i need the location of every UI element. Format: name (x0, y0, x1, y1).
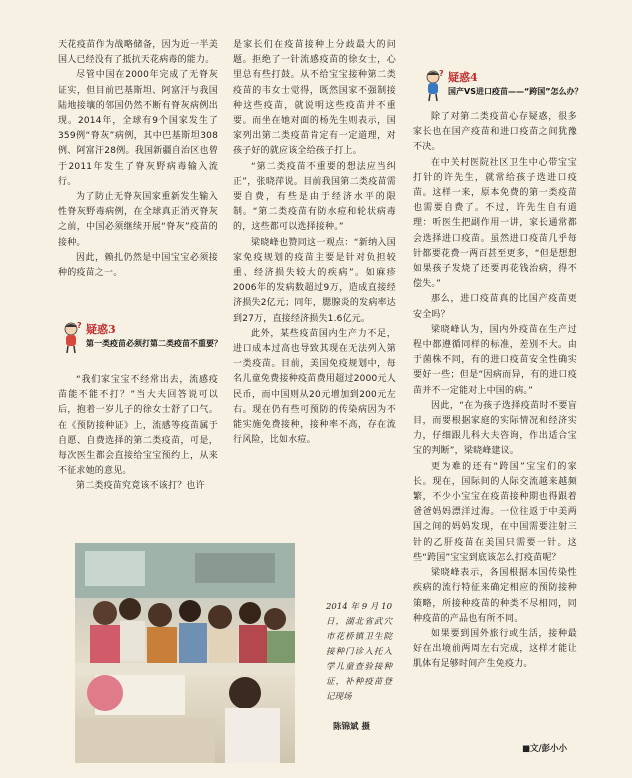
paragraph: 第二类疫苗究竟该不该打？也许 (76, 481, 205, 492)
news-photo (75, 543, 295, 763)
paragraph: 尽管中国在2000年完成了无脊灰证实，但目前巴基斯坦、阿富汗与我国陆地接壤的邻国仍然不断有脊灰病例出现。2014年，全球有9个国家发生了359例“脊灰”病例，其中巴基斯坦308例、阿富汗28例。我国新疆自治区也曾于2011年发生了脊灰野病毒输入流行。 (58, 70, 218, 187)
question-title: 国产VS进口疫苗——“跨国”怎么办？ (448, 87, 583, 96)
paragraph: 因此，赖扎仍然是中国宝宝必须接种的疫苗之一。 (58, 252, 218, 279)
paragraph: “第二类疫苗不重要的想法应当纠正”，张晓萍说。目前我国第二类疫苗需要自费，有些是由于经济水平的限制。“第二类疫苗有防水痘和轮状病毒的，这些都可以选择接种。” (233, 161, 396, 233)
question-label: 疑惑4 (448, 71, 478, 84)
paragraph: 如果要到国外旅行或生活，接种最好在出境前两周左右完成，这样才能让肌体有足够时间产生免疫力。 (413, 628, 577, 670)
paragraph: “我们家宝宝不经常出去，流感疫苗能不能不打？”当大夫回答说可以后，抱着一岁儿子的徐女士舒了口气。在《预防接种证》上，流感等疫苗属于自愿、自费选择的第二类疫苗，可是，每次医生都会直接给宝宝预约上，从来不征求她的意见。 (58, 375, 218, 477)
paragraph: 因此，“在为孩子选择疫苗时不要盲目，而要根据家庭的实际情况和经济实力，仔细跟儿科大夫咨询，作出适合宝宝的判断”，梁晓峰建议。 (413, 400, 577, 457)
paragraph: 更为难的还有“跨国”宝宝们的家长。现在，国际间的人际交流越来越频繁，不少小宝宝在疫苗接种期也得跟着爸爸妈妈漂洋过海。一位往返于中美两国之间的妈妈发现，在中国需要注射三针的乙肝疫苗在美国只需要一针。这些“跨国”宝宝到底该怎么打疫苗呢？ (413, 461, 577, 563)
text-column-middle (233, 38, 396, 448)
paragraph: 那么，进口疫苗真的比国产疫苗更安全吗？ (413, 294, 577, 320)
paragraph: 在中关村医院社区卫生中心带宝宝打针的许先生，就常给孩子选进口疫苗。这样一来，原本免费的第一类疫苗也需要自费了。不过，许先生自有道理：听医生把副作用一讲，家长通常都会选择进口疫苗。虽然进口疫苗几乎每针都要花费一两百甚至更多，“但是想想如果孩子发烧了还要再花钱治病，得不偿失。” (413, 157, 577, 290)
question-title: 第一类疫苗必须打第二类疫苗不重要？ (86, 339, 222, 348)
author-byline: ■文/彭小小 (522, 744, 568, 754)
text-column-right (413, 110, 577, 673)
paragraph: 梁晓峰表示，各国根据本国传染性疾病的流行特征来确定相应的预防接种策略，所接种疫苗的种类不尽相同，同种疫苗的产品也有所不同。 (413, 568, 577, 624)
paragraph: 此外，某些疫苗国内生产力不足，进口成本过高也导致其现在无法列入第一类疫苗。目前，美国免疫规划中，每名儿童免费接种疫苗费用超过2000元人民币，而中国则从20元增加到200元左右。现在仍有些可预防的传染病因为不能实施免费接种，接种率不高，存在流行风险，比如水痘。 (233, 328, 396, 446)
cartoon-figure-icon (420, 68, 446, 102)
paragraph: 为了防止无脊灰国家重新发生输入性脊灰野毒病例，在全球真正消灭脊灰之前，中国必须继续开展“脊灰”疫苗的接种。 (58, 192, 218, 248)
question-heading-4 (420, 68, 590, 102)
paragraph: 是家长们在疫苗接种上分歧最大的问题。拒绝了一针流感疫苗的徐女士，心里总有些打鼓。从不给宝宝接种第二类疫苗的韦女士觉得，既然国家不强制接种这些疫苗，就说明这些疫苗并不重要。而坐在她对面的杨先生则表示，国家列出第二类疫苗肯定有一定道理，对孩子好的就应该全给孩子打上。 (233, 40, 396, 157)
svg-text:?: ? (439, 69, 444, 78)
paragraph: 梁晓峰认为，国内外疫苗在生产过程中都遵循同样的标准，差别不大。由于菌株不同，有的进口疫苗安全性确实要好一些；但是“因病而异，有的进口疫苗并不一定能对上中国的病。” (413, 324, 577, 396)
cartoon-figure-icon (58, 320, 84, 354)
text-column-left (58, 38, 218, 281)
paragraph: 梁晓峰也赞同这一观点：“新纳入国家免疫规划的疫苗主要是针对负担较重、经济损失较大的疾病”。如麻疹2006年的发病数超过9万，造成直接经济损失2亿元；同年，腮腺炎的发病率达到27万，直接经济损失1.6亿元。 (233, 237, 396, 324)
photo-caption: 2014年9月10日，湖北省武穴市花桥镇卫生院接种门诊入托入学儿童查验接种证，补种疫苗登记现场 (326, 602, 392, 702)
photo-scene (75, 543, 295, 763)
svg-text:?: ? (77, 321, 82, 330)
paragraph: 除了对第二类疫苗心存疑惑，很多家长也在国产疫苗和进口疫苗之间犹豫不决。 (413, 112, 577, 153)
question-label: 疑惑3 (86, 323, 116, 336)
photo-credit: 陈锦斌 摄 (333, 722, 370, 732)
text-column-left-lower (58, 373, 218, 495)
question-heading-3 (58, 320, 228, 354)
paragraph: 天花疫苗作为战略储备，因为近一半美国人已经没有了抵抗天花病毒的能力。 (58, 40, 218, 66)
